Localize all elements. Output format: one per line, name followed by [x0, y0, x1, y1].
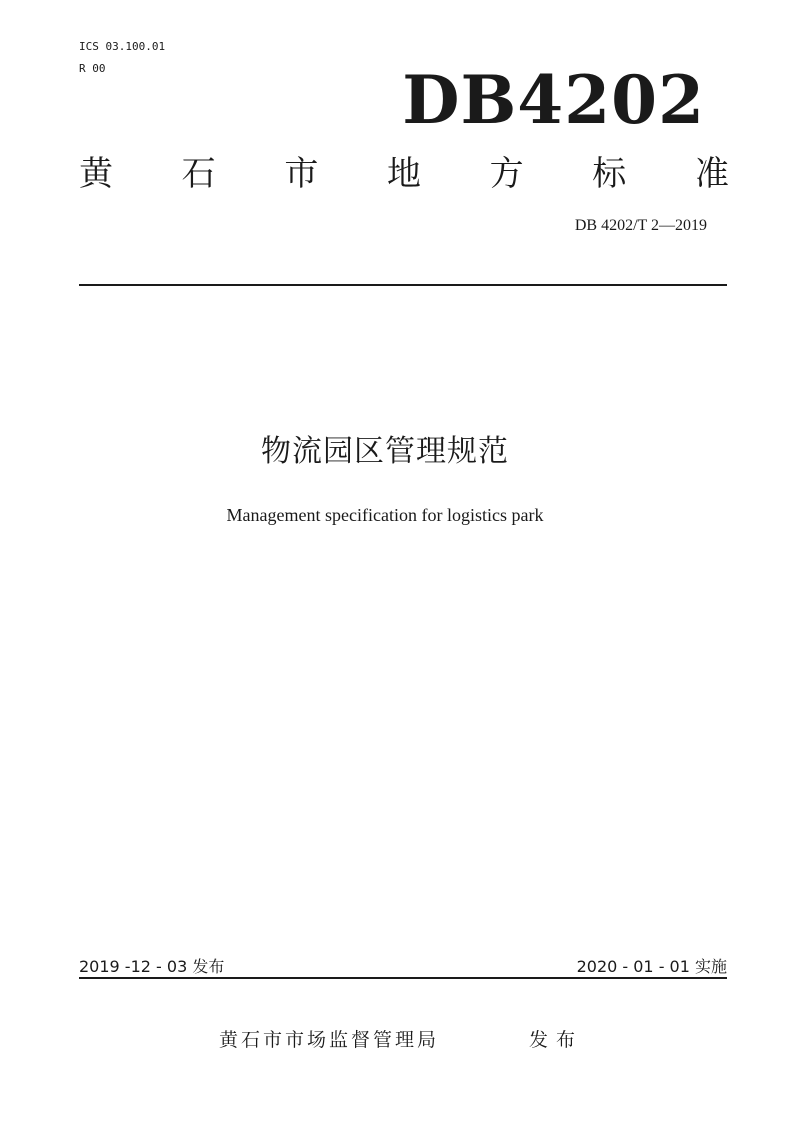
standard-number: DB 4202/T 2—2019 [574, 217, 707, 234]
standard-type-char: 标 [592, 154, 627, 194]
standard-type-char: 黄 [79, 154, 113, 194]
issue-label: 发布 [529, 1029, 584, 1051]
classification-code: R 00 [79, 62, 106, 75]
issuing-authority: 黄石市市场监督管理局 [219, 1029, 440, 1051]
standard-type-char: 市 [284, 154, 319, 194]
publish-date: 2019 -12 - 03 发布 [79, 957, 225, 976]
standard-type-char: 准 [694, 154, 729, 194]
document-title-chinese: 物流园区管理规范 [261, 434, 509, 469]
standard-type-char: 地 [386, 154, 421, 194]
db-code-logo: DB4202 [402, 61, 705, 139]
standard-type [79, 152, 729, 196]
top-divider [79, 284, 727, 286]
bottom-divider [79, 977, 727, 979]
implement-date: 2020 - 01 - 01 实施 [576, 957, 727, 976]
standard-type-char: 方 [489, 154, 524, 194]
standard-type-char: 石 [181, 154, 216, 194]
document-title-english: Management specification for logistics park [226, 505, 544, 525]
ics-code: ICS 03.100.01 [79, 40, 166, 53]
